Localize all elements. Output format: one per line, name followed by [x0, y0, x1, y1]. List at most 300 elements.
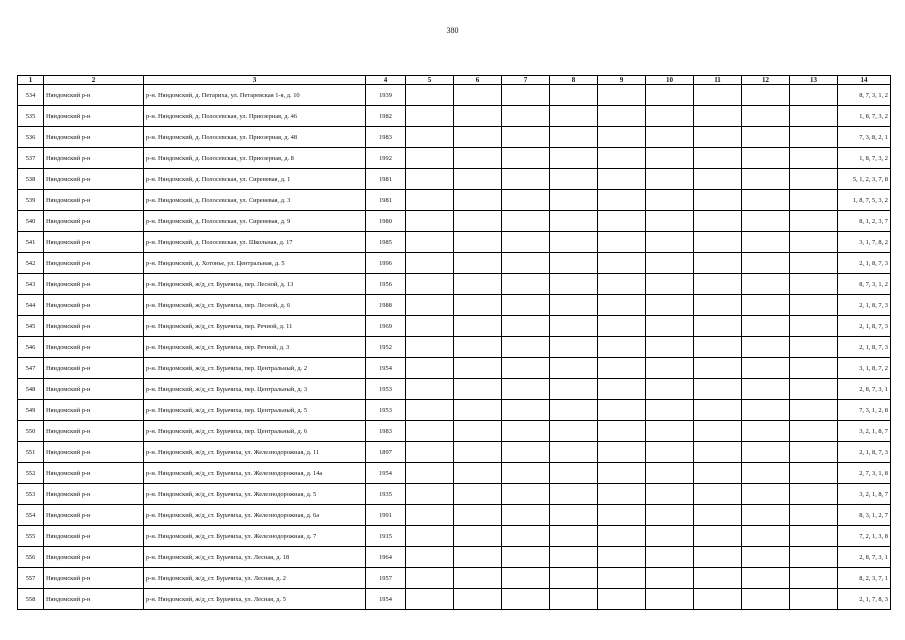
empty-cell	[550, 442, 598, 463]
table-row	[18, 253, 891, 274]
empty-cell	[742, 358, 790, 379]
column-header: 13	[790, 76, 838, 85]
empty-cell	[550, 253, 598, 274]
empty-cell	[454, 316, 502, 337]
empty-cell	[502, 295, 550, 316]
codes-cell: 8, 3, 1, 2, 7	[838, 505, 891, 526]
empty-cell	[646, 190, 694, 211]
empty-cell	[694, 484, 742, 505]
year-cell: 1897	[366, 442, 406, 463]
empty-cell	[598, 295, 646, 316]
address-cell: р-н. Няндомский, ж/д_ст. Бурачиха, ул. Лесная, д. 5	[144, 589, 366, 610]
table-row	[18, 442, 891, 463]
year-cell: 1954	[366, 358, 406, 379]
empty-cell	[790, 337, 838, 358]
empty-cell	[406, 232, 454, 253]
year-cell: 1952	[366, 337, 406, 358]
empty-cell	[598, 400, 646, 421]
empty-cell	[598, 148, 646, 169]
empty-cell	[598, 463, 646, 484]
empty-cell	[694, 253, 742, 274]
empty-cell	[550, 316, 598, 337]
table-row	[18, 379, 891, 400]
empty-cell	[694, 442, 742, 463]
empty-cell	[790, 253, 838, 274]
empty-cell	[406, 295, 454, 316]
empty-cell	[550, 358, 598, 379]
empty-cell	[742, 568, 790, 589]
row-number-cell: 547	[18, 358, 44, 379]
empty-cell	[550, 274, 598, 295]
empty-cell	[694, 106, 742, 127]
codes-cell: 1, 8, 7, 3, 2	[838, 148, 891, 169]
empty-cell	[790, 127, 838, 148]
empty-cell	[646, 484, 694, 505]
empty-cell	[502, 421, 550, 442]
empty-cell	[694, 148, 742, 169]
empty-cell	[598, 526, 646, 547]
empty-cell	[454, 127, 502, 148]
empty-cell	[694, 190, 742, 211]
empty-cell	[550, 106, 598, 127]
address-cell: р-н. Няндомский, ж/д_ст. Бурачиха, пер. Центральный, д. 6	[144, 421, 366, 442]
empty-cell	[790, 379, 838, 400]
table-header-row	[18, 76, 891, 85]
empty-cell	[646, 106, 694, 127]
empty-cell	[406, 442, 454, 463]
empty-cell	[646, 379, 694, 400]
empty-cell	[790, 400, 838, 421]
empty-cell	[454, 568, 502, 589]
year-cell: 1983	[366, 421, 406, 442]
row-number-cell: 555	[18, 526, 44, 547]
empty-cell	[742, 295, 790, 316]
empty-cell	[742, 547, 790, 568]
empty-cell	[598, 568, 646, 589]
codes-cell: 2, 1, 8, 7, 3	[838, 337, 891, 358]
district-cell: Няндомский р-н	[44, 400, 144, 421]
empty-cell	[598, 547, 646, 568]
address-cell: р-н. Няндомский, ж/д_ст. Бурачиха, пер. Лесной, д. 6	[144, 295, 366, 316]
empty-cell	[646, 295, 694, 316]
empty-cell	[502, 190, 550, 211]
empty-cell	[550, 547, 598, 568]
codes-cell: 2, 1, 8, 7, 3	[838, 295, 891, 316]
empty-cell	[694, 295, 742, 316]
empty-cell	[742, 400, 790, 421]
empty-cell	[694, 274, 742, 295]
empty-cell	[742, 442, 790, 463]
empty-cell	[406, 148, 454, 169]
table-row	[18, 127, 891, 148]
address-cell: р-н. Няндомский, ж/д_ст. Бурачиха, ул. Железнодорожная, д. 6а	[144, 505, 366, 526]
year-cell: 1969	[366, 316, 406, 337]
table-row	[18, 568, 891, 589]
year-cell: 1985	[366, 232, 406, 253]
address-cell: р-н. Няндомский, ж/д_ст. Бурачиха, пер. Центральный, д. 3	[144, 379, 366, 400]
table-row	[18, 505, 891, 526]
codes-cell: 2, 8, 7, 3, 1	[838, 547, 891, 568]
empty-cell	[742, 484, 790, 505]
empty-cell	[454, 211, 502, 232]
empty-cell	[790, 106, 838, 127]
empty-cell	[790, 232, 838, 253]
empty-cell	[790, 85, 838, 106]
empty-cell	[742, 463, 790, 484]
empty-cell	[790, 358, 838, 379]
empty-cell	[694, 568, 742, 589]
empty-cell	[742, 316, 790, 337]
empty-cell	[406, 253, 454, 274]
empty-cell	[646, 505, 694, 526]
empty-cell	[694, 505, 742, 526]
district-cell: Няндомский р-н	[44, 211, 144, 232]
empty-cell	[742, 148, 790, 169]
empty-cell	[742, 421, 790, 442]
empty-cell	[406, 505, 454, 526]
empty-cell	[454, 358, 502, 379]
empty-cell	[550, 127, 598, 148]
row-number-cell: 540	[18, 211, 44, 232]
empty-cell	[454, 337, 502, 358]
column-header: 7	[502, 76, 550, 85]
district-cell: Няндомский р-н	[44, 484, 144, 505]
row-number-cell: 550	[18, 421, 44, 442]
empty-cell	[454, 253, 502, 274]
district-cell: Няндомский р-н	[44, 505, 144, 526]
empty-cell	[694, 526, 742, 547]
empty-cell	[454, 106, 502, 127]
empty-cell	[790, 295, 838, 316]
address-cell: р-н. Няндомский, д. Полосевская, ул. Сиреневая, д. 9	[144, 211, 366, 232]
district-cell: Няндомский р-н	[44, 526, 144, 547]
empty-cell	[742, 106, 790, 127]
address-cell: р-н. Няндомский, д. Полосевская, ул. Сиреневая, д. 3	[144, 190, 366, 211]
codes-cell: 8, 7, 3, 1, 2	[838, 274, 891, 295]
year-cell: 1996	[366, 253, 406, 274]
row-number-cell: 552	[18, 463, 44, 484]
address-cell: р-н. Няндомский, ж/д_ст. Бурачиха, ул. Железнодорожная, д. 7	[144, 526, 366, 547]
empty-cell	[646, 127, 694, 148]
year-cell: 1953	[366, 379, 406, 400]
empty-cell	[646, 589, 694, 610]
empty-cell	[406, 400, 454, 421]
empty-cell	[550, 526, 598, 547]
empty-cell	[454, 442, 502, 463]
address-cell: р-н. Няндомский, ж/д_ст. Бурачиха, ул. Лесная, д. 2	[144, 568, 366, 589]
district-cell: Няндомский р-н	[44, 295, 144, 316]
codes-cell: 1, 8, 7, 3, 2	[838, 106, 891, 127]
address-cell: р-н. Няндомский, ж/д_ст. Бурачиха, ул. Железнодорожная, д. 11	[144, 442, 366, 463]
empty-cell	[502, 148, 550, 169]
row-number-cell: 535	[18, 106, 44, 127]
empty-cell	[646, 463, 694, 484]
address-cell: р-н. Няндомский, ж/д_ст. Бурачиха, пер. Центральный, д. 2	[144, 358, 366, 379]
column-header: 8	[550, 76, 598, 85]
address-cell: р-н. Няндомский, д. Полосевская, ул. Сиреневая, д. 1	[144, 169, 366, 190]
codes-cell: 5, 1, 2, 3, 7, 8	[838, 169, 891, 190]
table-row	[18, 211, 891, 232]
table-row	[18, 232, 891, 253]
address-cell: р-н. Няндомский, ж/д_ст. Бурачиха, пер. Центральный, д. 5	[144, 400, 366, 421]
address-cell: р-н. Няндомский, д. Хотонье, ул. Центральная, д. 5	[144, 253, 366, 274]
codes-cell: 3, 2, 1, 8, 7	[838, 484, 891, 505]
empty-cell	[598, 337, 646, 358]
address-cell: р-н. Няндомский, ж/д_ст. Бурачиха, пер. Лесной, д. 13	[144, 274, 366, 295]
empty-cell	[502, 85, 550, 106]
district-cell: Няндомский р-н	[44, 589, 144, 610]
codes-cell: 2, 8, 7, 3, 1	[838, 379, 891, 400]
empty-cell	[502, 505, 550, 526]
empty-cell	[694, 169, 742, 190]
table-row	[18, 463, 891, 484]
empty-cell	[598, 505, 646, 526]
table-row	[18, 106, 891, 127]
row-number-cell: 543	[18, 274, 44, 295]
row-number-cell: 551	[18, 442, 44, 463]
district-cell: Няндомский р-н	[44, 358, 144, 379]
district-cell: Няндомский р-н	[44, 106, 144, 127]
empty-cell	[502, 274, 550, 295]
empty-cell	[790, 484, 838, 505]
year-cell: 1915	[366, 526, 406, 547]
year-cell: 1980	[366, 211, 406, 232]
empty-cell	[454, 379, 502, 400]
empty-cell	[742, 169, 790, 190]
row-number-cell: 557	[18, 568, 44, 589]
codes-cell: 8, 2, 3, 7, 1	[838, 568, 891, 589]
column-header: 10	[646, 76, 694, 85]
empty-cell	[454, 589, 502, 610]
table-row	[18, 316, 891, 337]
empty-cell	[550, 169, 598, 190]
table-row	[18, 169, 891, 190]
row-number-cell: 548	[18, 379, 44, 400]
empty-cell	[406, 526, 454, 547]
codes-cell: 1, 8, 7, 5, 3, 2	[838, 190, 891, 211]
column-header: 12	[742, 76, 790, 85]
district-cell: Няндомский р-н	[44, 232, 144, 253]
empty-cell	[790, 211, 838, 232]
empty-cell	[502, 568, 550, 589]
empty-cell	[550, 211, 598, 232]
empty-cell	[406, 484, 454, 505]
empty-cell	[406, 169, 454, 190]
table-row	[18, 295, 891, 316]
empty-cell	[742, 127, 790, 148]
empty-cell	[406, 127, 454, 148]
row-number-cell: 553	[18, 484, 44, 505]
empty-cell	[790, 526, 838, 547]
table-row	[18, 190, 891, 211]
empty-cell	[790, 463, 838, 484]
empty-cell	[694, 589, 742, 610]
empty-cell	[646, 169, 694, 190]
empty-cell	[790, 148, 838, 169]
year-cell: 1935	[366, 484, 406, 505]
empty-cell	[694, 379, 742, 400]
empty-cell	[646, 568, 694, 589]
empty-cell	[550, 484, 598, 505]
row-number-cell: 534	[18, 85, 44, 106]
address-cell: р-н. Няндомский, ж/д_ст. Бурачиха, пер. Речной, д. 3	[144, 337, 366, 358]
address-cell: р-н. Няндомский, д. Полосевская, ул. Приозерная, д. 48	[144, 127, 366, 148]
empty-cell	[790, 589, 838, 610]
codes-cell: 7, 3, 1, 2, 8	[838, 400, 891, 421]
empty-cell	[550, 85, 598, 106]
table-body	[18, 85, 891, 610]
empty-cell	[790, 274, 838, 295]
table-row	[18, 358, 891, 379]
codes-cell: 7, 2, 1, 3, 8	[838, 526, 891, 547]
table-row	[18, 547, 891, 568]
empty-cell	[550, 568, 598, 589]
codes-cell: 3, 2, 1, 8, 7	[838, 421, 891, 442]
year-cell: 1992	[366, 148, 406, 169]
empty-cell	[550, 463, 598, 484]
empty-cell	[550, 190, 598, 211]
row-number-cell: 539	[18, 190, 44, 211]
empty-cell	[502, 169, 550, 190]
empty-cell	[598, 442, 646, 463]
empty-cell	[502, 106, 550, 127]
empty-cell	[646, 232, 694, 253]
empty-cell	[598, 232, 646, 253]
column-header: 14	[838, 76, 891, 85]
district-cell: Няндомский р-н	[44, 190, 144, 211]
empty-cell	[598, 421, 646, 442]
empty-cell	[406, 85, 454, 106]
empty-cell	[454, 274, 502, 295]
district-cell: Няндомский р-н	[44, 169, 144, 190]
empty-cell	[742, 85, 790, 106]
empty-cell	[454, 505, 502, 526]
empty-cell	[406, 358, 454, 379]
empty-cell	[742, 253, 790, 274]
empty-cell	[694, 232, 742, 253]
empty-cell	[694, 547, 742, 568]
empty-cell	[406, 568, 454, 589]
empty-cell	[406, 337, 454, 358]
empty-cell	[502, 232, 550, 253]
column-header: 3	[144, 76, 366, 85]
empty-cell	[502, 358, 550, 379]
empty-cell	[502, 337, 550, 358]
empty-cell	[790, 316, 838, 337]
column-header: 11	[694, 76, 742, 85]
district-cell: Няндомский р-н	[44, 337, 144, 358]
empty-cell	[646, 85, 694, 106]
empty-cell	[790, 568, 838, 589]
table-row	[18, 85, 891, 106]
year-cell: 1954	[366, 463, 406, 484]
table-row	[18, 589, 891, 610]
empty-cell	[646, 337, 694, 358]
empty-cell	[598, 85, 646, 106]
empty-cell	[550, 295, 598, 316]
empty-cell	[550, 589, 598, 610]
district-cell: Няндомский р-н	[44, 148, 144, 169]
row-number-cell: 544	[18, 295, 44, 316]
row-number-cell: 556	[18, 547, 44, 568]
empty-cell	[646, 316, 694, 337]
district-cell: Няндомский р-н	[44, 379, 144, 400]
codes-cell: 2, 1, 7, 8, 3	[838, 589, 891, 610]
empty-cell	[646, 211, 694, 232]
empty-cell	[790, 547, 838, 568]
empty-cell	[598, 190, 646, 211]
address-cell: р-н. Няндомский, ж/д_ст. Бурачиха, пер. Речной, д. 11	[144, 316, 366, 337]
empty-cell	[406, 190, 454, 211]
empty-cell	[454, 232, 502, 253]
empty-cell	[502, 442, 550, 463]
row-number-cell: 558	[18, 589, 44, 610]
empty-cell	[502, 526, 550, 547]
district-cell: Няндомский р-н	[44, 568, 144, 589]
empty-cell	[502, 127, 550, 148]
empty-cell	[742, 589, 790, 610]
empty-cell	[598, 127, 646, 148]
empty-cell	[694, 211, 742, 232]
empty-cell	[406, 547, 454, 568]
empty-cell	[406, 421, 454, 442]
empty-cell	[646, 526, 694, 547]
district-cell: Няндомский р-н	[44, 463, 144, 484]
empty-cell	[598, 484, 646, 505]
empty-cell	[454, 85, 502, 106]
row-number-cell: 538	[18, 169, 44, 190]
row-number-cell: 536	[18, 127, 44, 148]
codes-cell: 7, 3, 8, 2, 1	[838, 127, 891, 148]
empty-cell	[406, 274, 454, 295]
district-cell: Няндомский р-н	[44, 253, 144, 274]
empty-cell	[742, 505, 790, 526]
empty-cell	[598, 169, 646, 190]
year-cell: 1983	[366, 127, 406, 148]
empty-cell	[742, 379, 790, 400]
empty-cell	[502, 211, 550, 232]
empty-cell	[502, 316, 550, 337]
table-row	[18, 274, 891, 295]
empty-cell	[550, 379, 598, 400]
column-header: 6	[454, 76, 502, 85]
empty-cell	[694, 85, 742, 106]
codes-cell: 3, 1, 8, 7, 2	[838, 358, 891, 379]
table-row	[18, 421, 891, 442]
year-cell: 1982	[366, 106, 406, 127]
column-header: 2	[44, 76, 144, 85]
empty-cell	[502, 379, 550, 400]
empty-cell	[790, 190, 838, 211]
district-cell: Няндомский р-н	[44, 547, 144, 568]
empty-cell	[406, 211, 454, 232]
empty-cell	[454, 526, 502, 547]
empty-cell	[694, 421, 742, 442]
empty-cell	[646, 358, 694, 379]
row-number-cell: 537	[18, 148, 44, 169]
empty-cell	[694, 127, 742, 148]
empty-cell	[550, 421, 598, 442]
table-row	[18, 148, 891, 169]
empty-cell	[646, 253, 694, 274]
empty-cell	[406, 379, 454, 400]
address-cell: р-н. Няндомский, ж/д_ст. Бурачиха, ул. Лесная, д. 18	[144, 547, 366, 568]
empty-cell	[550, 337, 598, 358]
empty-cell	[454, 190, 502, 211]
empty-cell	[454, 400, 502, 421]
empty-cell	[790, 442, 838, 463]
empty-cell	[550, 505, 598, 526]
